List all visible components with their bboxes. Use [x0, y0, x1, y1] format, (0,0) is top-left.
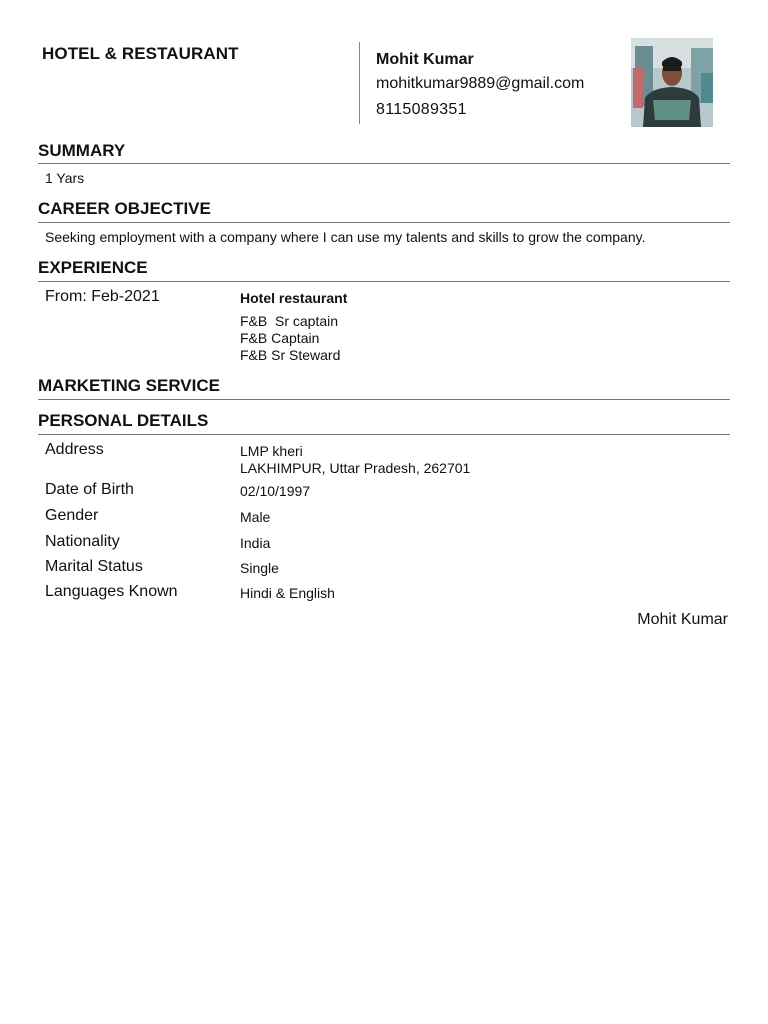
summary-title: SUMMARY	[38, 141, 126, 160]
job-title: HOTEL & RESTAURANT	[42, 44, 239, 63]
candidate-phone: 8115089351	[376, 101, 467, 118]
gender-value: Male	[240, 509, 271, 525]
nationality-label: Nationality	[45, 533, 120, 550]
candidate-name: Mohit Kumar	[376, 51, 474, 68]
objective-divider	[38, 222, 730, 223]
experience-company: Hotel restaurant	[240, 290, 348, 306]
experience-role: F&B Sr Steward	[240, 347, 341, 363]
header-divider	[359, 42, 360, 124]
marketing-title: MARKETING SERVICE	[38, 376, 220, 395]
experience-divider	[38, 281, 730, 282]
dob-value: 02/10/1997	[240, 483, 311, 499]
experience-from: From: Feb-2021	[45, 288, 160, 305]
address-label: Address	[45, 441, 104, 458]
languages-label: Languages Known	[45, 583, 178, 600]
profile-photo	[631, 38, 713, 127]
experience-role: F&B Sr captain	[240, 313, 339, 329]
signature-name: Mohit Kumar	[637, 611, 728, 628]
gender-label: Gender	[45, 507, 99, 524]
marketing-divider	[38, 399, 730, 400]
experience-role: F&B Captain	[240, 330, 320, 346]
marital-value: Single	[240, 560, 279, 576]
address-line-2: LAKHIMPUR, Uttar Pradesh, 262701	[240, 460, 471, 476]
candidate-email: mohitkumar9889@gmail.com	[376, 75, 585, 92]
dob-label: Date of Birth	[45, 481, 134, 498]
summary-divider	[38, 163, 730, 164]
marital-label: Marital Status	[45, 558, 143, 575]
nationality-value: India	[240, 535, 271, 551]
languages-value: Hindi & English	[240, 585, 335, 601]
experience-title: EXPERIENCE	[38, 258, 148, 277]
address-line-1: LMP kheri	[240, 443, 303, 459]
summary-text: 1 Yars	[45, 170, 85, 186]
personal-divider	[38, 434, 730, 435]
objective-title: CAREER OBJECTIVE	[38, 199, 211, 218]
objective-text: Seeking employment with a company where I can use my talents and skills to grow the company.	[45, 229, 646, 245]
personal-title: PERSONAL DETAILS	[38, 411, 209, 430]
